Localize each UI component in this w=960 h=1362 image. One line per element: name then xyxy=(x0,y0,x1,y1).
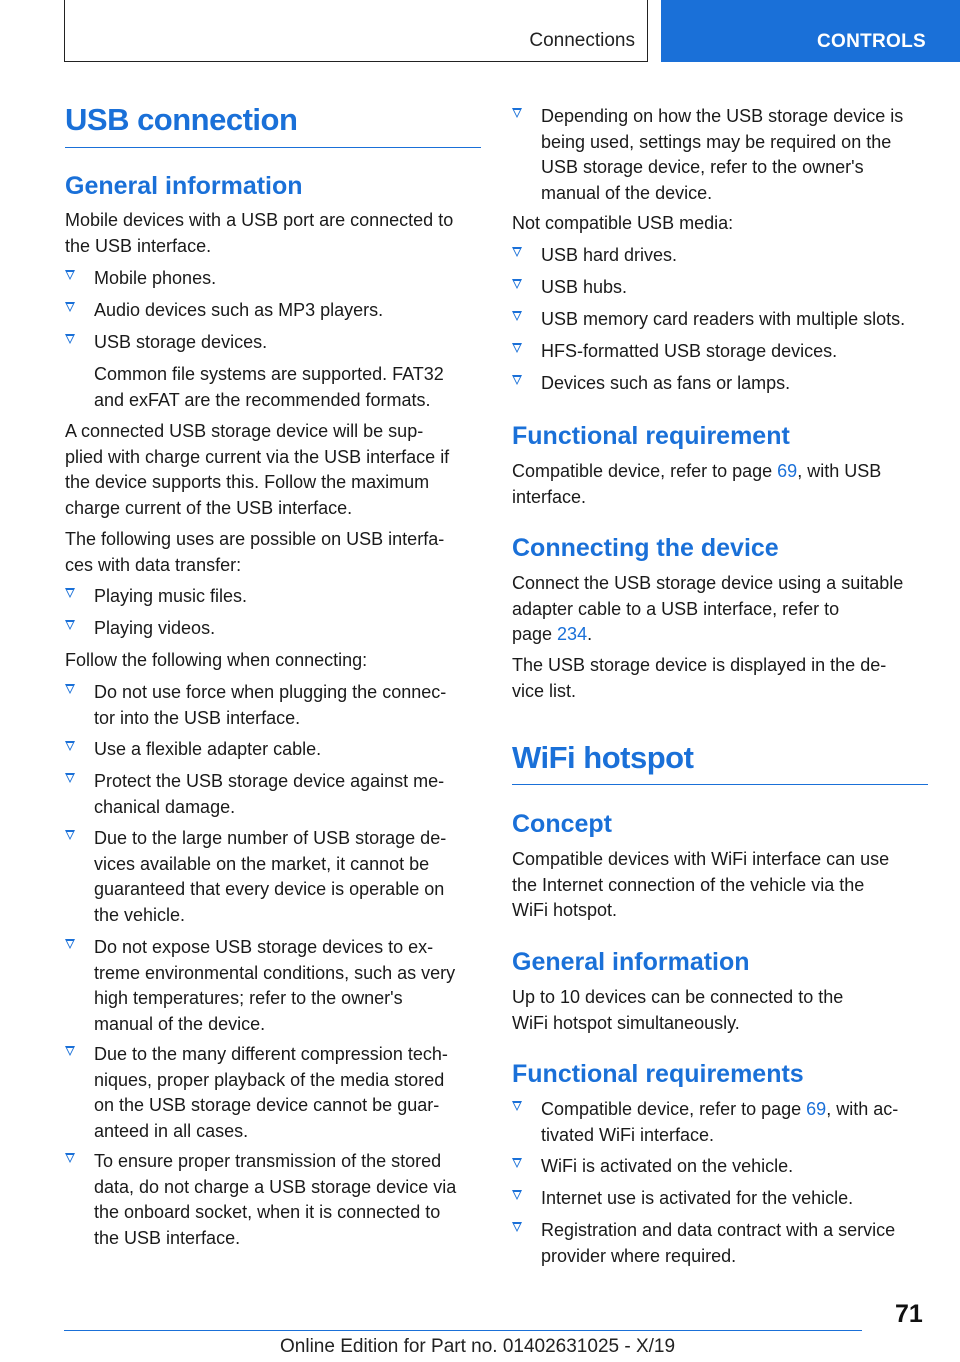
bullet-triangle-icon xyxy=(512,1158,522,1168)
bullet-triangle-icon xyxy=(65,684,75,694)
wifi-general-information-heading: General information xyxy=(512,948,750,976)
bullet-triangle-icon xyxy=(65,1153,75,1163)
general-information-heading: General information xyxy=(65,172,303,200)
page-link-69[interactable]: 69 xyxy=(777,461,798,481)
uses-paragraph: The following uses are possible on USB interfa- ces with data transfer: xyxy=(65,529,445,575)
functional-requirements-heading: Functional requirements xyxy=(512,1060,804,1088)
usb-connection-heading: USB connection xyxy=(65,102,298,137)
bullet-triangle-icon xyxy=(512,1190,522,1200)
concept-paragraph: Compatible devices with WiFi interface can use the Internet connection of the vehicle via the WiFi hotspot. xyxy=(512,849,890,920)
bullet-triangle-icon xyxy=(512,247,522,257)
connecting-notes-paragraph: Follow the following when connecting: xyxy=(65,650,368,670)
footer-rule xyxy=(64,1330,862,1331)
bullet-triangle-icon xyxy=(65,334,75,344)
heading-rule xyxy=(512,784,928,785)
wifi-general-information-paragraph: Up to 10 devices can be connected to the WiFi hotspot simultaneously. xyxy=(512,987,844,1033)
bullet-triangle-icon xyxy=(65,302,75,312)
bullet-triangle-icon xyxy=(512,108,522,118)
bullet-triangle-icon xyxy=(65,588,75,598)
bullet-triangle-icon xyxy=(65,939,75,949)
bullet-triangle-icon xyxy=(512,375,522,385)
bullet-triangle-icon xyxy=(65,741,75,751)
page-link-69[interactable]: 69 xyxy=(806,1099,827,1119)
bullet-triangle-icon xyxy=(65,773,75,783)
header-chapter-label: CONTROLS xyxy=(816,31,926,52)
wifi-hotspot-heading: WiFi hotspot xyxy=(512,740,694,775)
bullet-triangle-icon xyxy=(65,270,75,280)
charge-current-paragraph: A connected USB storage device will be sup- plied with charge current via the USB interface if the device supports this. Follow the maximum charge current of the USB interface. xyxy=(65,421,450,518)
bullet-triangle-icon xyxy=(65,830,75,840)
connecting-device-heading: Connecting the device xyxy=(512,534,779,562)
concept-heading: Concept xyxy=(512,810,612,838)
device-list-paragraph: The USB storage device is displayed in the de- vice list. xyxy=(512,655,887,701)
bullet-triangle-icon xyxy=(512,343,522,353)
functional-requirement-paragraph: Compatible device, refer to page 69, with USB interface. xyxy=(512,461,882,507)
list-item-subtext: Common file systems are supported. FAT32 and exFAT are the recommended formats. xyxy=(94,364,444,410)
bullet-triangle-icon xyxy=(512,311,522,321)
header-section-title: Connections xyxy=(529,30,635,51)
page-link-234[interactable]: 234 xyxy=(557,624,588,644)
functional-requirement-heading: Functional requirement xyxy=(512,422,790,450)
bullet-triangle-icon xyxy=(65,1046,75,1056)
general-information-paragraph: Mobile devices with a USB port are connected to the USB interface. xyxy=(65,210,454,256)
page-number: 71 xyxy=(895,1300,923,1328)
footer-edition-text: Online Edition for Part no. 01402631025 - X/19 xyxy=(280,1336,676,1357)
header-chapter-tab xyxy=(661,0,960,62)
bullet-triangle-icon xyxy=(512,1101,522,1111)
bullet-triangle-icon xyxy=(65,620,75,630)
connecting-device-paragraph: Connect the USB storage device using a suitable adapter cable to a USB interface, refer to page 234. xyxy=(512,573,904,644)
heading-rule xyxy=(65,147,481,148)
bullet-triangle-icon xyxy=(512,279,522,289)
header-box xyxy=(64,0,648,62)
bullet-triangle-icon xyxy=(512,1222,522,1232)
not-compatible-paragraph: Not compatible USB media: xyxy=(512,213,734,233)
